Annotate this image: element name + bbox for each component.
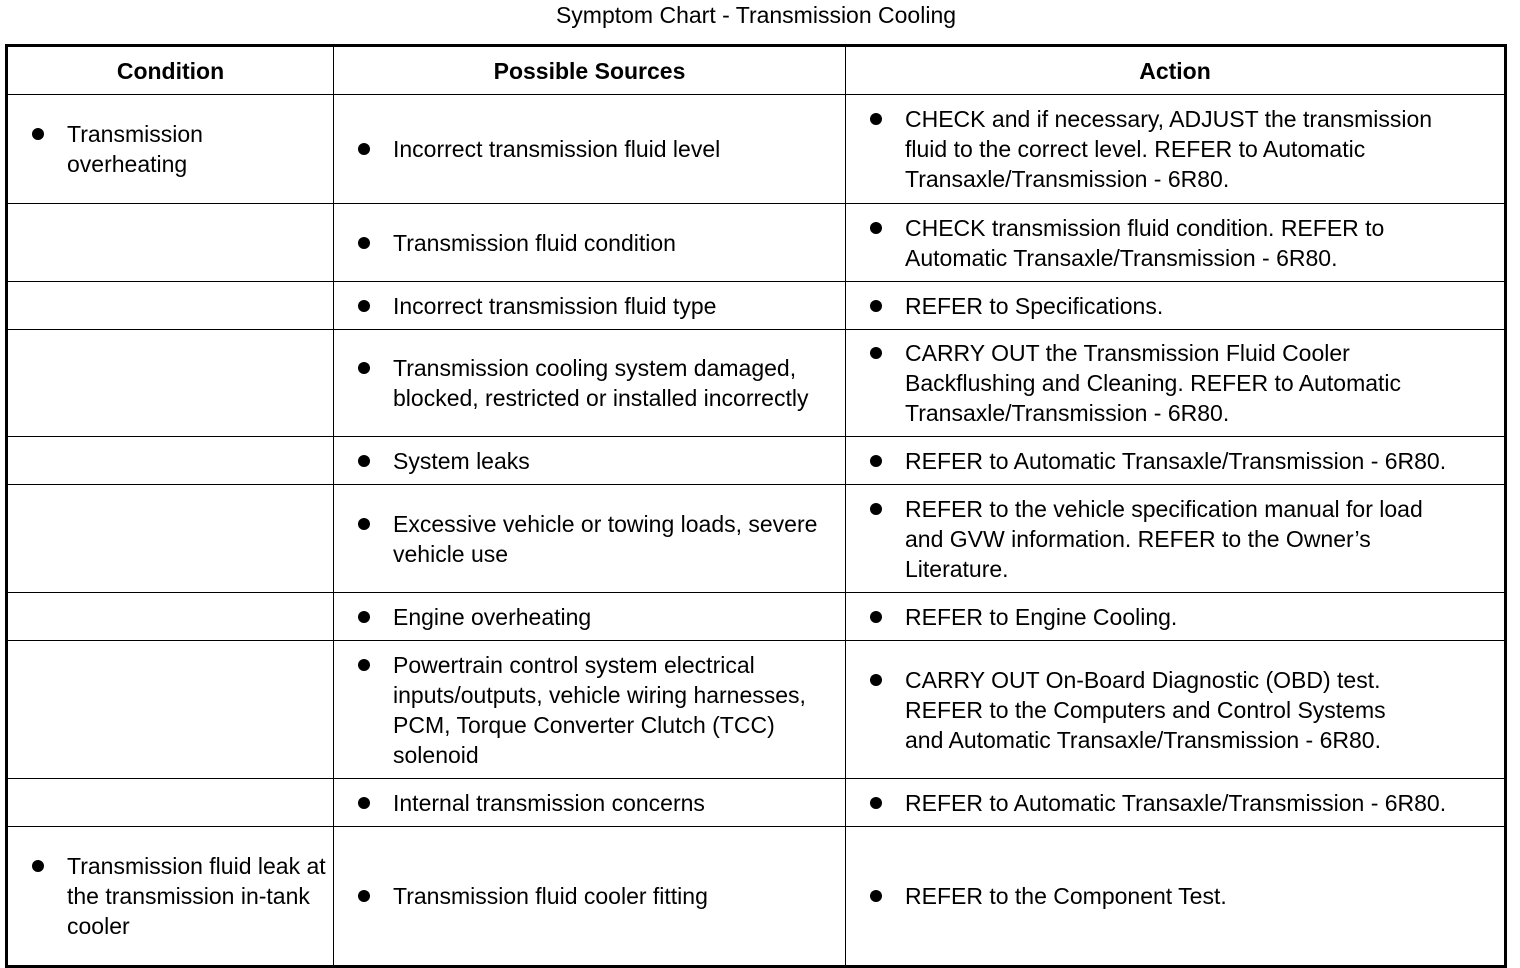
action-text: [905, 881, 1500, 911]
bullet-icon: [358, 797, 370, 809]
action-line: and Automatic Transaxle/Transmission - 6R80.: [905, 726, 1381, 753]
source-text: Incorrect transmission fluid level: [393, 136, 721, 162]
bullet-icon: [870, 674, 882, 686]
bullet-icon: [358, 300, 370, 312]
action-line: and GVW information. REFER to the Owner’s: [905, 525, 1371, 552]
condition-cell: [7, 593, 334, 641]
source-text: Transmission fluid cooler fitting: [393, 883, 708, 909]
bullet-icon: [32, 860, 44, 872]
action-cell: [846, 779, 1506, 827]
table-row: [7, 779, 1506, 827]
bullet-icon: [358, 143, 370, 155]
action-line: REFER to the vehicle specification manual for load: [905, 495, 1423, 522]
table-row: [7, 485, 1506, 593]
bullet-icon: [870, 455, 882, 467]
source-text: System leaks: [393, 447, 530, 474]
action-cell: [846, 485, 1506, 593]
action-line: CHECK and if necessary, ADJUST the transmission: [905, 106, 1433, 132]
source-cell: [334, 330, 846, 437]
source-cell: [334, 779, 846, 827]
table-row: [7, 204, 1506, 282]
source-cell: [334, 95, 846, 204]
header-row: [7, 46, 1506, 95]
bullet-icon: [358, 659, 370, 671]
bullet-icon: [870, 890, 882, 902]
condition-text: Transmission fluid leak at the transmission in-tank cooler: [67, 853, 326, 939]
table-row: [7, 437, 1506, 485]
action-line: CARRY OUT the Transmission Fluid Cooler: [905, 340, 1350, 366]
action-line: CARRY OUT On-Board Diagnostic (OBD) test.: [905, 666, 1381, 693]
condition-cell: [7, 437, 334, 485]
source-text: Transmission fluid condition: [393, 229, 676, 256]
condition-cell: [7, 779, 334, 827]
bullet-icon: [870, 797, 882, 809]
action-line: Transaxle/Transmission - 6R80.: [905, 400, 1230, 426]
bullet-icon: [870, 611, 882, 623]
condition-cell: [7, 641, 334, 779]
table-row: [7, 330, 1506, 437]
action-line: REFER to the Component Test.: [905, 883, 1227, 909]
bullet-icon: [358, 611, 370, 623]
condition-cell: [7, 827, 334, 967]
condition-cell: [7, 95, 334, 204]
table-row: [7, 593, 1506, 641]
bullet-icon: [870, 300, 882, 312]
action-line: Literature.: [905, 555, 1009, 582]
source-cell: [334, 641, 846, 779]
action-text: [905, 104, 1500, 194]
source-text: Incorrect transmission fluid type: [393, 292, 717, 319]
bullet-icon: [870, 113, 882, 125]
action-line: Transaxle/Transmission - 6R80.: [905, 166, 1230, 192]
action-text: [905, 494, 1500, 584]
action-cell: [846, 437, 1506, 485]
action-cell: [846, 593, 1506, 641]
table-row: [7, 827, 1506, 967]
bullet-icon: [870, 222, 882, 234]
action-line: REFER to Specifications.: [905, 292, 1164, 319]
action-text: [905, 665, 1500, 755]
action-text: [905, 291, 1500, 321]
bullet-icon: [358, 362, 370, 374]
source-text: Powertrain control system electrical inputs/outputs, vehicle wiring harnesses, PCM, Torque Converter Clutch (TCC) solenoid: [393, 651, 806, 768]
condition-cell: [7, 485, 334, 593]
bullet-icon: [358, 237, 370, 249]
table-row: [7, 95, 1506, 204]
action-text: [905, 788, 1500, 818]
header-condition: Condition: [7, 46, 334, 95]
action-line: CHECK transmission fluid condition. REFER to: [905, 214, 1385, 241]
action-text: [905, 338, 1500, 428]
source-text: Transmission cooling system damaged, blocked, restricted or installed incorrectly: [393, 355, 809, 411]
action-line: REFER to the Computers and Control Systems: [905, 696, 1386, 723]
bullet-icon: [870, 503, 882, 515]
chart-body: [7, 95, 1506, 967]
condition-text: Transmission overheating: [67, 121, 203, 177]
bullet-icon: [358, 518, 370, 530]
action-cell: [846, 204, 1506, 282]
condition-cell: [7, 282, 334, 330]
header-possible-sources: Possible Sources: [334, 46, 846, 95]
action-line: fluid to the correct level. REFER to Automatic: [905, 136, 1366, 162]
action-text: [905, 602, 1500, 632]
condition-cell: [7, 330, 334, 437]
action-text: [905, 446, 1500, 476]
bullet-icon: [358, 455, 370, 467]
action-cell: [846, 641, 1506, 779]
source-cell: [334, 437, 846, 485]
action-line: Automatic Transaxle/Transmission - 6R80.: [905, 244, 1338, 271]
action-line: REFER to Engine Cooling.: [905, 603, 1178, 630]
source-cell: [334, 827, 846, 967]
table-row: [7, 641, 1506, 779]
action-line: Backflushing and Cleaning. REFER to Automatic: [905, 370, 1402, 396]
action-cell: [846, 330, 1506, 437]
action-cell: [846, 95, 1506, 204]
action-text: [905, 213, 1500, 273]
source-text: Internal transmission concerns: [393, 789, 705, 816]
table-row: [7, 282, 1506, 330]
source-cell: [334, 204, 846, 282]
action-cell: [846, 827, 1506, 967]
condition-cell: [7, 204, 334, 282]
action-line: REFER to Automatic Transaxle/Transmission - 6R80.: [905, 789, 1447, 816]
chart-title: Symptom Chart - Transmission Cooling: [555, 2, 957, 28]
bullet-icon: [32, 128, 44, 140]
source-cell: [334, 282, 846, 330]
action-line: REFER to Automatic Transaxle/Transmission - 6R80.: [905, 447, 1447, 474]
source-text: Engine overheating: [393, 603, 592, 630]
header-action: Action: [846, 46, 1506, 95]
source-cell: [334, 593, 846, 641]
symptom-chart-table: [5, 44, 1507, 968]
source-text: Excessive vehicle or towing loads, severe vehicle use: [393, 510, 818, 567]
action-cell: [846, 282, 1506, 330]
bullet-icon: [358, 890, 370, 902]
source-cell: [334, 485, 846, 593]
bullet-icon: [870, 347, 882, 359]
